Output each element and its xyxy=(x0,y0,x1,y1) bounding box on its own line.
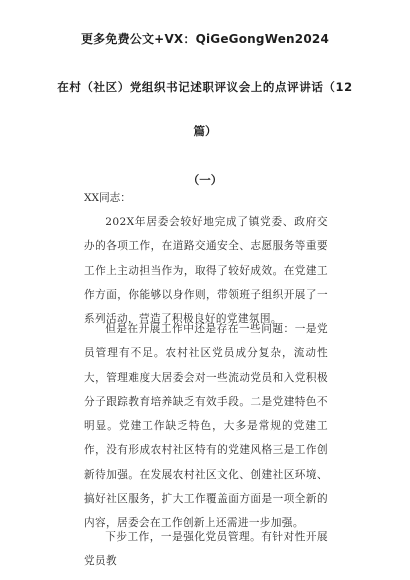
salutation: XX同志： xyxy=(84,192,131,204)
document-title: 在村（社区）党组织书记述职评议会上的点评讲话（12 xyxy=(57,80,353,94)
paragraph-text: 202X年居委会较好地完成了镇党委、政府交办的各项工作，在道路交通安全、志愿服务等重要工作上主动担当作为，取得了较好成效。在党建工作方面，你能够以身作则，带领班子组织开展了一系列活动，营造了积极良好的党建氛围。 xyxy=(84,216,328,326)
body-paragraph-2 xyxy=(84,317,328,536)
paragraph-text: 下步工作，一是强化党员管理。有针对性开展党员教 xyxy=(84,531,328,568)
section-heading: （一） xyxy=(187,173,223,187)
body-paragraph-3 xyxy=(84,525,328,574)
watermark-text: 更多免费公文+VX：QiGeGongWen2024 xyxy=(80,32,329,46)
document-title-continuation: 篇） xyxy=(193,124,217,138)
body-paragraph-1 xyxy=(84,210,328,331)
paragraph-text: 但是在开展工作中还是存在一些问题：一是党员管理有不足。农村社区党员成分复杂，流动性大，管理难度大居委会对一些流动党员和入党积极分子跟踪教育培养缺乏有效手段。二是党建特色不明显。党建工作缺乏特色，大多是常规的党建工作，没有形成农村社区特有的党建风格三是工作创新待加强。在发展农村社区文化、创建社区环境、搞好社区服务，扩大工作覆盖面方面是一项全新的内容，居委会在工作创新上还需进一步加强。 xyxy=(84,323,328,530)
